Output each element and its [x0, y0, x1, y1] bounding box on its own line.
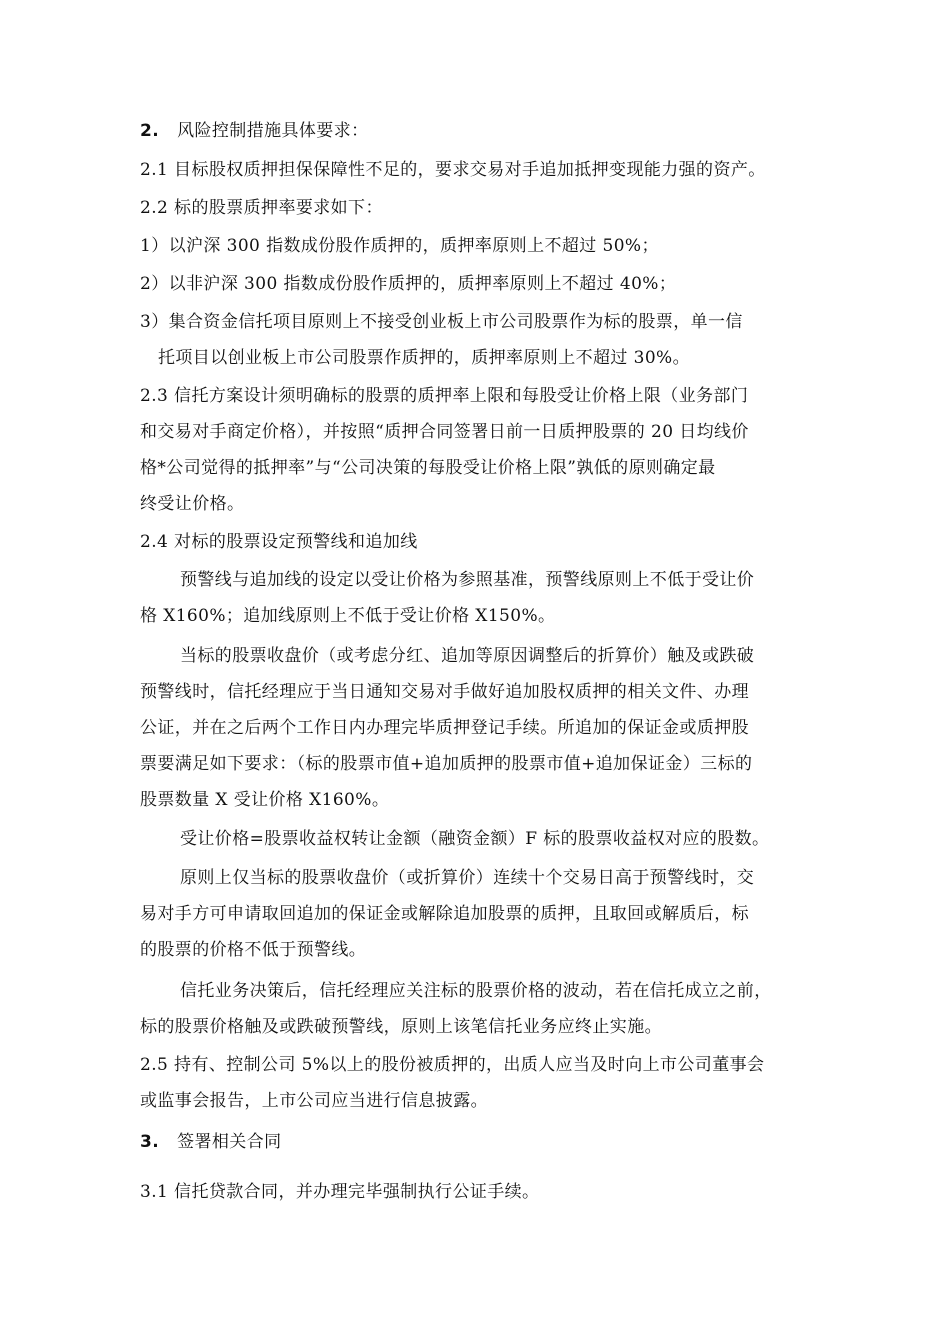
list-item-1: 1）以沪深 300 指数成份股作质押的，质押率原则上不超过 50%；: [140, 236, 659, 256]
para-2-3-line-1: 2.3 信托方案设计须明确标的股票的质押率上限和每股受让价格上限（业务部门: [140, 386, 749, 406]
para-3-1: 3.1 信托贷款合同，并办理完毕强制执行公证手续。: [140, 1182, 540, 1202]
list-item-3-line-2: 托项目以创业板上市公司股票作质押的，质押率原则上不超过 30%。: [158, 348, 690, 368]
section-number: 2.: [140, 121, 160, 141]
para-2-4-d-line-3: 的股票的价格不低于预警线。: [140, 940, 367, 960]
para-2-4-e-line-2: 标的股票价格触及或跌破预警线，原则上该笔信托业务应终止实施。: [140, 1017, 662, 1037]
para-2-2: 2.2 标的股票质押率要求如下：: [140, 198, 383, 218]
para-2-3-line-4: 终受让价格。: [140, 494, 245, 514]
para-2-4-d-line-2: 易对手方可申请取回追加的保证金或解除追加股票的质押，且取回或解质后，标: [140, 904, 749, 924]
para-2-3-line-2: 和交易对手商定价格），并按照“质押合同签署日前一日质押股票的 20 日均线价: [140, 422, 749, 442]
para-2-4-d-line-1: 原则上仅当标的股票收盘价（或折算价）连续十个交易日高于预警线时，交: [180, 868, 755, 888]
section-2-heading: [140, 120, 369, 142]
para-2-4-heading: 2.4 对标的股票设定预警线和追加线: [140, 532, 418, 552]
section-title: 签署相关合同: [177, 1132, 282, 1152]
para-2-1: 2.1 目标股权质押担保保障性不足的，要求交易对手追加抵押变现能力强的资产。: [140, 160, 766, 180]
para-2-5-line-1: 2.5 持有、控制公司 5%以上的股份被质押的，出质人应当及时向上市公司董事会: [140, 1055, 765, 1075]
list-item-2: 2）以非沪深 300 指数成份股作质押的，质押率原则上不超过 40%；: [140, 274, 677, 294]
para-2-4-b-line-2: 预警线时，信托经理应于当日通知交易对手做好追加股权质押的相关文件、办理: [140, 682, 749, 702]
para-2-4-a-line-2: 格 X160%；追加线原则上不低于受让价格 X150%。: [140, 606, 556, 626]
section-number: 3.: [140, 1132, 160, 1152]
list-item-3-line-1: 3）集合资金信托项目原则上不接受创业板上市公司股票作为标的股票，单一信: [140, 312, 743, 332]
para-2-4-b-line-3: 公证，并在之后两个工作日内办理完毕质押登记手续。所追加的保证金或质押股: [140, 718, 749, 738]
para-2-5-line-2: 或监事会报告，上市公司应当进行信息披露。: [140, 1091, 488, 1111]
para-2-4-b-line-4: 票要满足如下要求：（标的股票市值+追加质押的股票市值+追加保证金）三标的: [140, 754, 753, 774]
para-2-4-b-line-1: 当标的股票收盘价（或考虑分红、追加等原因调整后的折算价）触及或跌破: [180, 646, 755, 666]
para-2-4-b-line-5: 股票数量 X 受让价格 X160%。: [140, 790, 390, 810]
section-3-heading: [140, 1131, 282, 1153]
para-2-3-line-3: 格*公司觉得的抵押率”与“公司决策的每股受让价格上限”孰低的原则确定最: [140, 458, 716, 478]
section-title: 风险控制措施具体要求：: [177, 121, 369, 141]
para-2-4-e-line-1: 信托业务决策后，信托经理应关注标的股票价格的波动，若在信托成立之前，: [180, 981, 772, 1001]
para-2-4-a-line-1: 预警线与追加线的设定以受让价格为参照基准，预警线原则上不低于受让价: [180, 570, 755, 590]
para-2-4-c: 受让价格=股票收益权转让金额（融资金额）F 标的股票收益权对应的股数。: [180, 829, 770, 849]
